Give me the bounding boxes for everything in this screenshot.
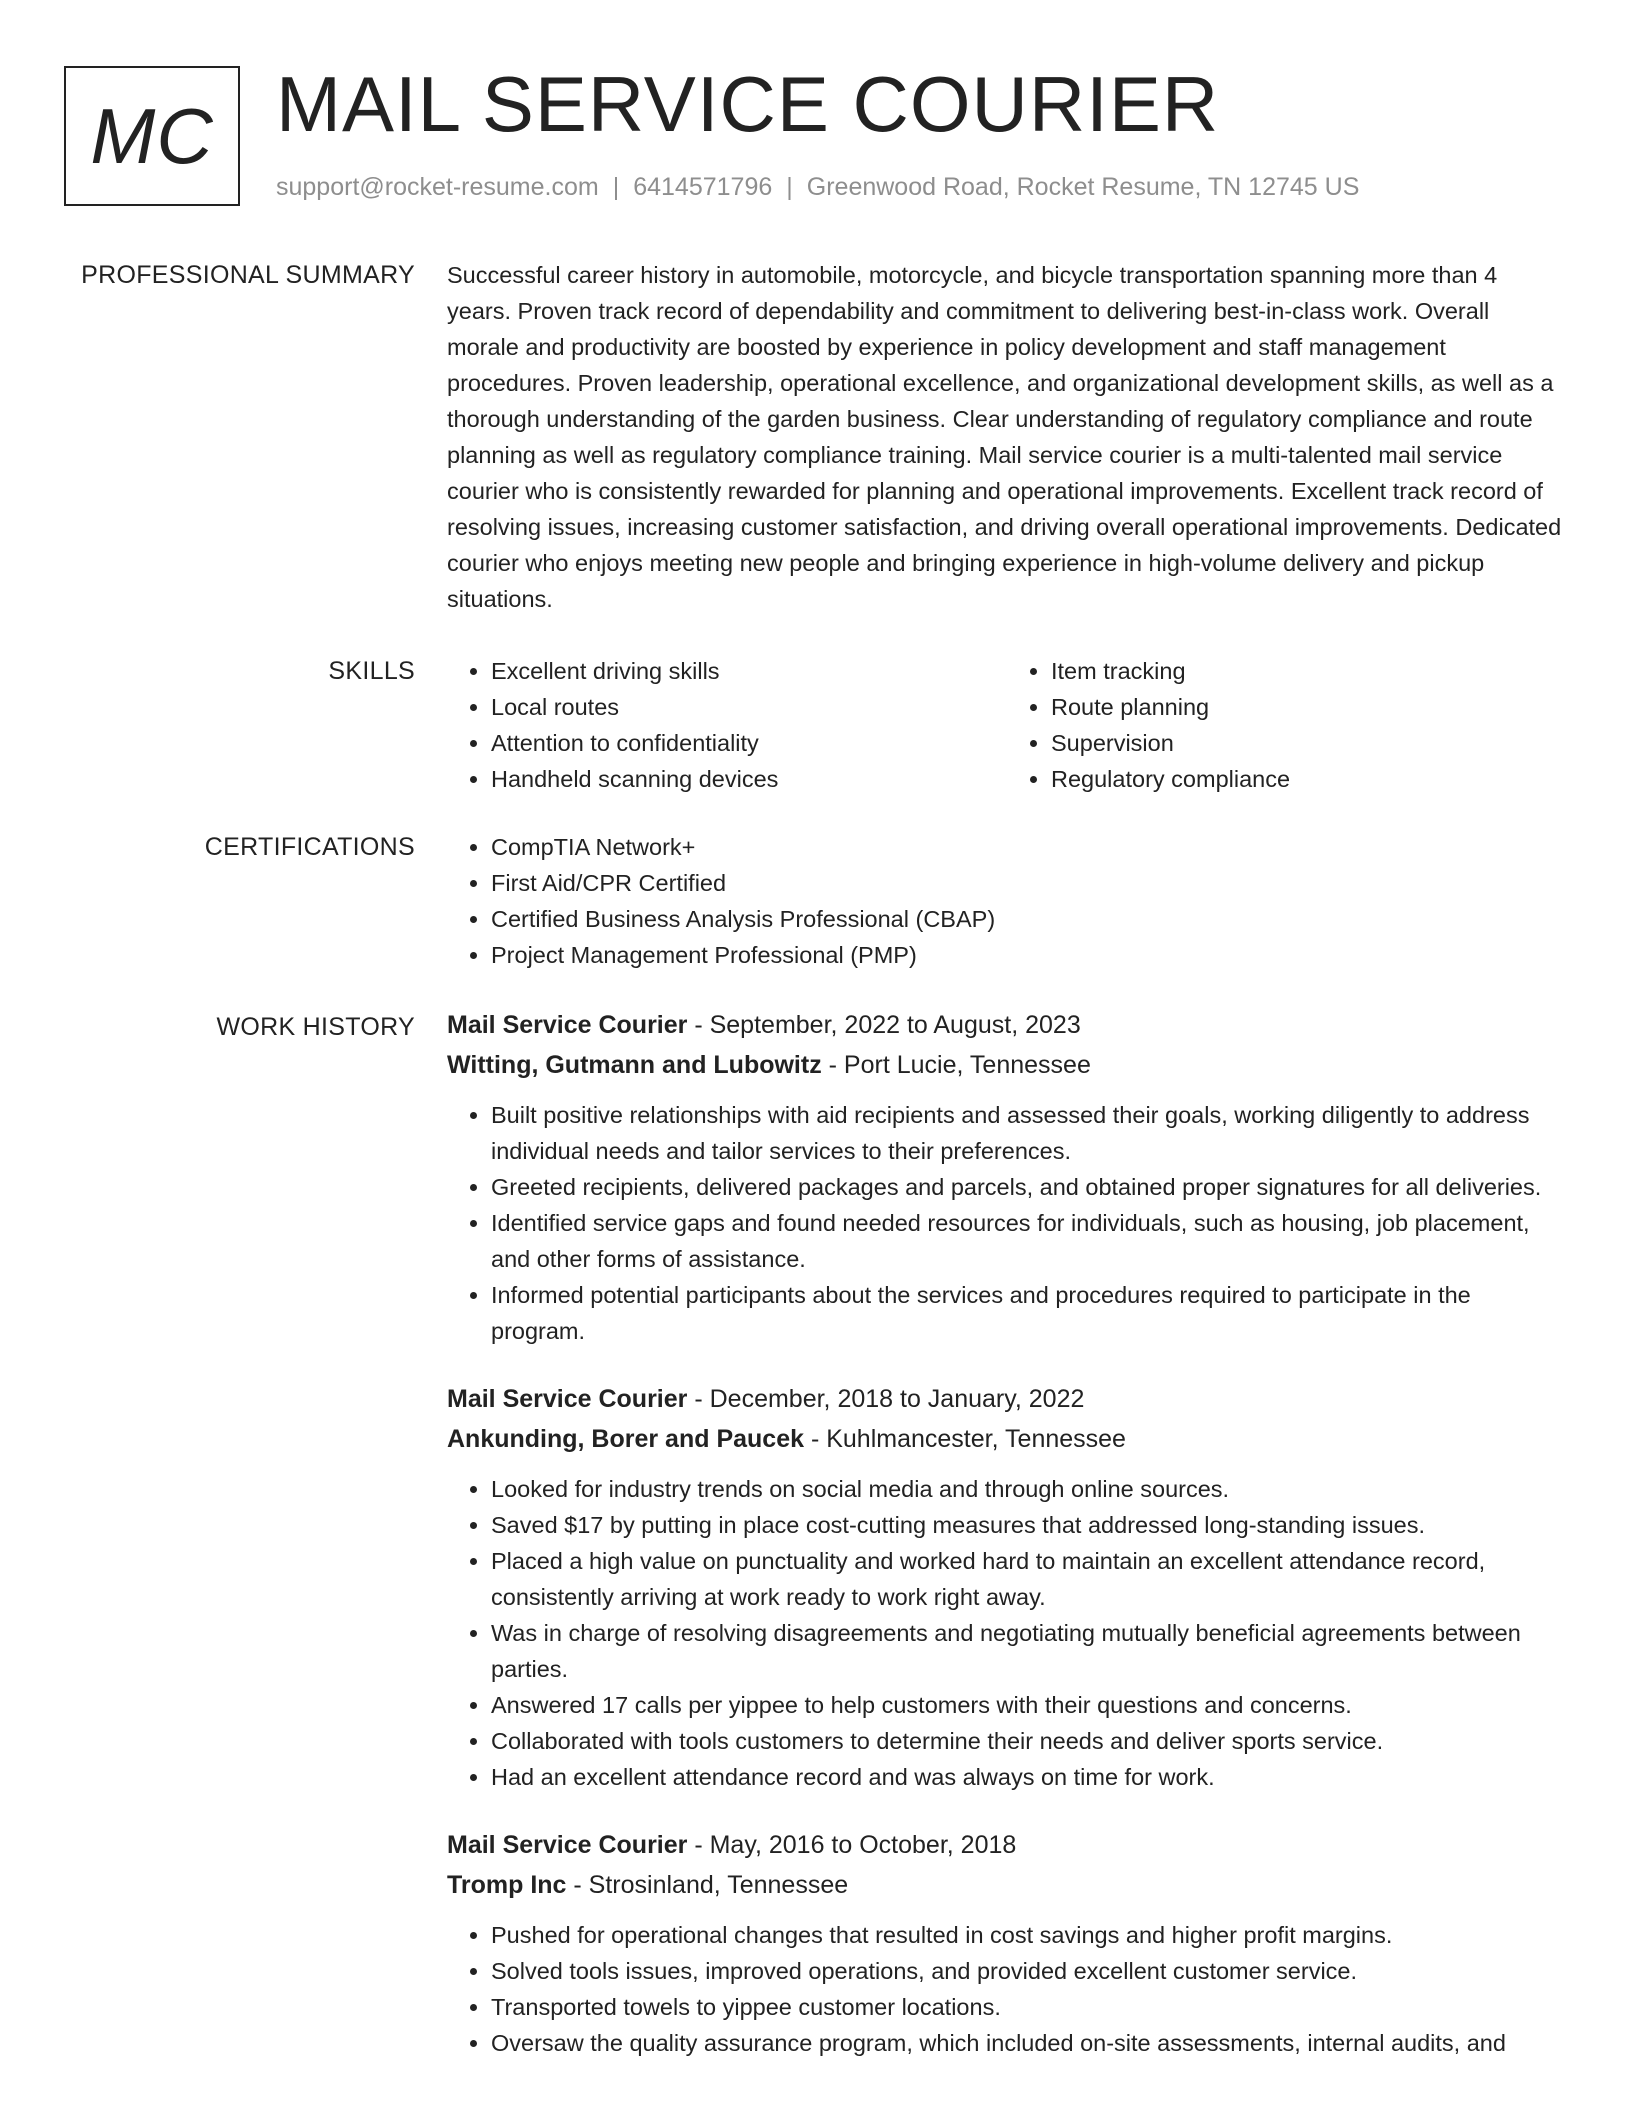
skill-item: • Item tracking bbox=[1051, 653, 1567, 689]
job-dates: - December, 2018 to January, 2022 bbox=[687, 1385, 1085, 1413]
job-bullet: • Built positive relationships with aid recipients and assessed their goals, working diligently to address individual needs and tailor services to their preferences. bbox=[491, 1097, 1567, 1169]
job-bullet: • Collaborated with tools customers to determine their needs and deliver sports service. bbox=[491, 1723, 1567, 1759]
section-label-summary: PROFESSIONAL SUMMARY bbox=[81, 261, 415, 289]
job-bullet: • Pushed for operational changes that resulted in cost savings and higher profit margins. bbox=[491, 1917, 1567, 1953]
work-history-body bbox=[447, 1005, 1567, 2091]
section-label-certifications: CERTIFICATIONS bbox=[204, 833, 415, 861]
contact-email[interactable]: support@rocket-resume.com bbox=[276, 173, 599, 201]
job-bullet: • Greeted recipients, delivered packages and parcels, and obtained proper signatures for all deliveries. bbox=[491, 1169, 1567, 1205]
certification-item: • Project Management Professional (PMP) bbox=[491, 937, 1567, 973]
job-bullet: • Oversaw the quality assurance program, which included on-site assessments, internal audits, and bbox=[491, 2025, 1567, 2061]
certification-item: • First Aid/CPR Certified bbox=[491, 865, 1567, 901]
job-dates: - May, 2016 to October, 2018 bbox=[687, 1831, 1017, 1859]
skill-item: • Local routes bbox=[491, 689, 1007, 725]
job-title-line bbox=[447, 1379, 1567, 1419]
job-company: Witting, Gutmann and Lubowitz bbox=[447, 1051, 822, 1079]
job-entry bbox=[447, 1379, 1567, 1795]
job-bullet: • Had an excellent attendance record and was always on time for work. bbox=[491, 1759, 1567, 1795]
summary-text: Successful career history in automobile, motorcycle, and bicycle transportation spanning more than 4 years. Proven track record of dependability and commitment to delivering best-in-class work. Overall morale and productivity are boosted by experience in policy development and staff management procedures. Proven leadership, operational excellence, and organizational development skills, as well as a thorough understanding of the garden business. Clear understanding of regulatory compliance and route planning as well as regulatory compliance training. Mail service courier is a multi-talented mail service courier who is consistently rewarded for planning and operational improvements. Excellent track record of resolving issues, increasing customer satisfaction, and driving overall operational improvements. Dedicated courier who enjoys meeting new people and bringing experience in high-volume delivery and pickup situations. bbox=[447, 262, 1562, 612]
job-location: - Kuhlmancester, Tennessee bbox=[804, 1425, 1126, 1453]
contact-line bbox=[276, 173, 1359, 202]
monogram-logo bbox=[64, 66, 240, 206]
job-bullet: • Looked for industry trends on social media and through online sources. bbox=[491, 1471, 1567, 1507]
job-bullet: • Saved $17 by putting in place cost-cutting measures that addressed long-standing issues. bbox=[491, 1507, 1567, 1543]
job-company: Ankunding, Borer and Paucek bbox=[447, 1425, 805, 1453]
summary-body bbox=[447, 257, 1567, 617]
contact-phone[interactable]: 6414571796 bbox=[633, 173, 773, 201]
job-title-line bbox=[447, 1825, 1567, 1865]
monogram-initials: MC bbox=[90, 91, 214, 180]
skill-item: • Supervision bbox=[1051, 725, 1567, 761]
job-title: Mail Service Courier bbox=[447, 1831, 688, 1859]
section-label-skills: SKILLS bbox=[328, 657, 415, 685]
job-bullet: • Solved tools issues, improved operations, and provided excellent customer service. bbox=[491, 1953, 1567, 1989]
job-title: Mail Service Courier bbox=[447, 1011, 688, 1039]
page-title: MAIL SERVICE COURIER bbox=[276, 60, 1220, 148]
job-bullet: • Transported towels to yippee customer locations. bbox=[491, 1989, 1567, 2025]
skill-item: • Handheld scanning devices bbox=[491, 761, 1007, 797]
job-bullets bbox=[447, 1097, 1567, 1349]
skill-item: • Regulatory compliance bbox=[1051, 761, 1567, 797]
job-bullets bbox=[447, 1917, 1567, 2061]
job-bullet: • Informed potential participants about the services and procedures required to participate in the program. bbox=[491, 1277, 1567, 1349]
skills-grid bbox=[447, 653, 1567, 797]
certifications-list bbox=[447, 829, 1567, 973]
certification-item: • CompTIA Network+ bbox=[491, 829, 1567, 865]
contact-separator: | bbox=[612, 173, 620, 201]
skill-item: • Route planning bbox=[1051, 689, 1567, 725]
job-company: Tromp Inc bbox=[447, 1871, 567, 1899]
job-dates: - September, 2022 to August, 2023 bbox=[687, 1011, 1081, 1039]
job-bullet: • Was in charge of resolving disagreements and negotiating mutually beneficial agreements between parties. bbox=[491, 1615, 1567, 1687]
job-entry bbox=[447, 1825, 1567, 2061]
job-entry bbox=[447, 1005, 1567, 1349]
job-title: Mail Service Courier bbox=[447, 1385, 688, 1413]
job-bullets bbox=[447, 1471, 1567, 1795]
job-location: - Strosinland, Tennessee bbox=[566, 1871, 849, 1899]
job-title-line bbox=[447, 1005, 1567, 1045]
job-company-line bbox=[447, 1865, 1567, 1905]
certification-item: • Certified Business Analysis Professional (CBAP) bbox=[491, 901, 1567, 937]
certifications-body bbox=[447, 829, 1567, 973]
section-label-work-history: WORK HISTORY bbox=[216, 1013, 415, 1041]
skill-item: • Attention to confidentiality bbox=[491, 725, 1007, 761]
job-bullet: • Placed a high value on punctuality and worked hard to maintain an excellent attendance record, consistently arriving at work ready to work right away. bbox=[491, 1543, 1567, 1615]
skill-item: • Excellent driving skills bbox=[491, 653, 1007, 689]
skills-column-1 bbox=[447, 653, 1007, 797]
skills-column-2 bbox=[1007, 653, 1567, 797]
job-bullet: • Identified service gaps and found needed resources for individuals, such as housing, job placement, and other forms of assistance. bbox=[491, 1205, 1567, 1277]
job-company-line bbox=[447, 1045, 1567, 1085]
contact-separator: | bbox=[786, 173, 793, 201]
job-location: - Port Lucie, Tennessee bbox=[821, 1051, 1091, 1079]
contact-address: Greenwood Road, Rocket Resume, TN 12745 US bbox=[806, 173, 1360, 201]
job-bullet: • Answered 17 calls per yippee to help customers with their questions and concerns. bbox=[491, 1687, 1567, 1723]
job-company-line bbox=[447, 1419, 1567, 1459]
skills-body bbox=[447, 653, 1567, 797]
